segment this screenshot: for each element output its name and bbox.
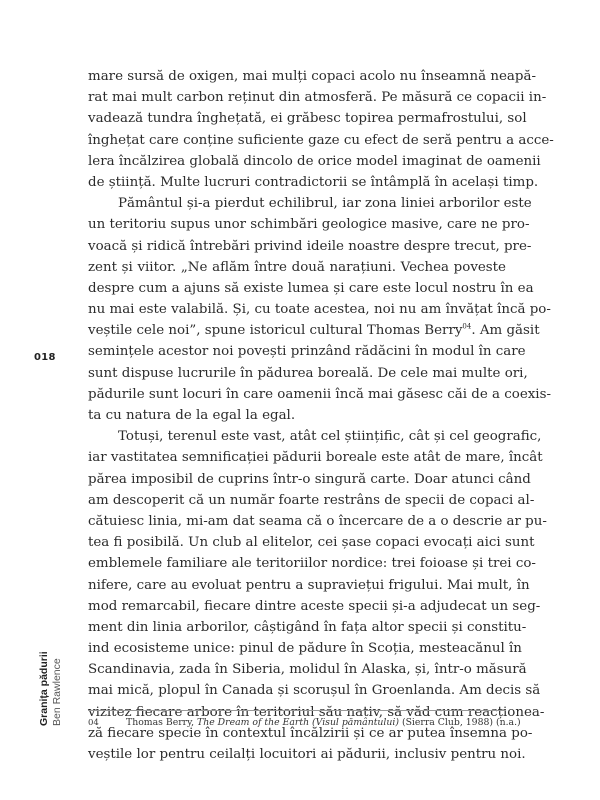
text-line: semințele acestor noi povești prinzând rădăcini în modul în care	[88, 344, 526, 360]
footnote-book-title: The Dream of the Earth (Visul pământului)	[197, 717, 399, 728]
footnote-author: Thomas Berry,	[126, 717, 198, 728]
text-line: un teritoriu supus unor schimbări geologice masive, care ne pro-	[88, 217, 530, 233]
text-segment: veștile cele noi”, spune istoricul cultural Thomas Berry	[88, 323, 463, 339]
text-segment: . Am găsit	[471, 323, 540, 339]
text-line: cătuiesc linia, mi-am dat seama că o încercare de a o descrie ar pu-	[88, 513, 547, 529]
text-line: pădurile sunt locuri în care oamenii încă mai găsesc căi de a coexis-	[88, 386, 551, 402]
text-line: ind ecosisteme unice: pinul de pădure în Scoția, mesteacănul în	[88, 641, 522, 657]
footnote-number: 04	[88, 718, 99, 728]
text-line: despre cum a ajuns să existe lumea și care este locul nostru în ea	[88, 280, 534, 296]
text-line: zent și viitor. „Ne aflăm între două narațiuni. Vechea poveste	[88, 259, 506, 275]
text-line: am descoperit că un număr foarte restrâns de specii de copaci al-	[88, 492, 535, 508]
footnote-divider	[88, 710, 506, 711]
text-line: veștile lor pentru ceilalți locuitori ai pădurii, inclusiv pentru noi.	[88, 747, 526, 762]
page-number: 018	[34, 352, 56, 363]
text-line: sunt dispuse lucrurile în pădurea boreală. De cele mai multe ori,	[88, 365, 528, 381]
body-text	[88, 66, 554, 765]
text-line: părea imposibil de cuprins într-o singură carte. Doar atunci când	[88, 471, 531, 487]
book-title: Granița pădurii	[38, 651, 50, 726]
text-line: voacă și ridică întrebări privind ideile noastre despre trecut, pre-	[88, 238, 532, 254]
text-line: înghețat care conține suficiente gaze cu efect de seră pentru a acce-	[88, 132, 554, 148]
text-line: ză fiecare specie în contextul încălzirii și ce ar putea însemna po-	[88, 725, 533, 741]
text-line: iar vastitatea semnificației pădurii boreale este atât de mare, încât	[88, 450, 543, 466]
text-line: de știință. Multe lucruri contradictorii se întâmplă în același timp.	[88, 174, 539, 190]
text-line: Totuși, terenul este vast, atât cel științific, cât și cel geografic,	[118, 429, 542, 445]
text-line: emblemele familiare ale teritoriilor nordice: trei foioase și trei co-	[88, 556, 536, 572]
text-line: vizitez fiecare arbore în teritoriul său nativ, să văd cum reacționea-	[88, 704, 545, 720]
text-line: mai mică, plopul în Canada și scorușul în Groenlanda. Am decis să	[88, 683, 541, 699]
text-line: ment din linia arborilor, câștigând în fața altor specii și constitu-	[88, 619, 527, 635]
text-line: mare sursă de oxigen, mai mulți copaci acolo nu înseamnă neapă-	[88, 69, 536, 84]
text-line: lera încălzirea globală dincolo de orice model imaginat de oamenii	[88, 153, 541, 169]
footnote-marker[interactable]: 04	[462, 322, 472, 331]
text-line-with-footnote	[88, 320, 540, 341]
footnote-publisher: (Sierra Club, 1988) (n.a.)	[398, 717, 521, 728]
text-line: Pământul și-a pierdut echilibrul, iar zona liniei arborilor este	[118, 196, 532, 212]
text-line: Scandinavia, zada în Siberia, molidul în Alaska, și, într-o măsură	[88, 662, 527, 678]
running-title	[38, 606, 64, 726]
footnote	[88, 716, 521, 730]
text-line: rat mai mult carbon reținut din atmosferă. Pe măsură ce copacii in-	[88, 90, 547, 106]
text-line: tea fi posibilă. Un club al elitelor, cei șase copaci evocați aici sunt	[88, 535, 535, 551]
book-author: Ben Rawlence	[51, 658, 63, 726]
text-line: nu mai este valabilă. Și, cu toate acestea, noi nu am învățat încă po-	[88, 302, 551, 318]
text-line: vadează tundra înghețată, ei grăbesc topirea permafrostului, sol	[88, 111, 527, 127]
text-line: mod remarcabil, fiecare dintre aceste specii și-a adjudecat un seg-	[88, 598, 541, 614]
text-line: ta cu natura de la egal la egal.	[88, 408, 296, 423]
text-line: nifere, care au evoluat pentru a supraviețui frigului. Mai mult, în	[88, 577, 530, 593]
